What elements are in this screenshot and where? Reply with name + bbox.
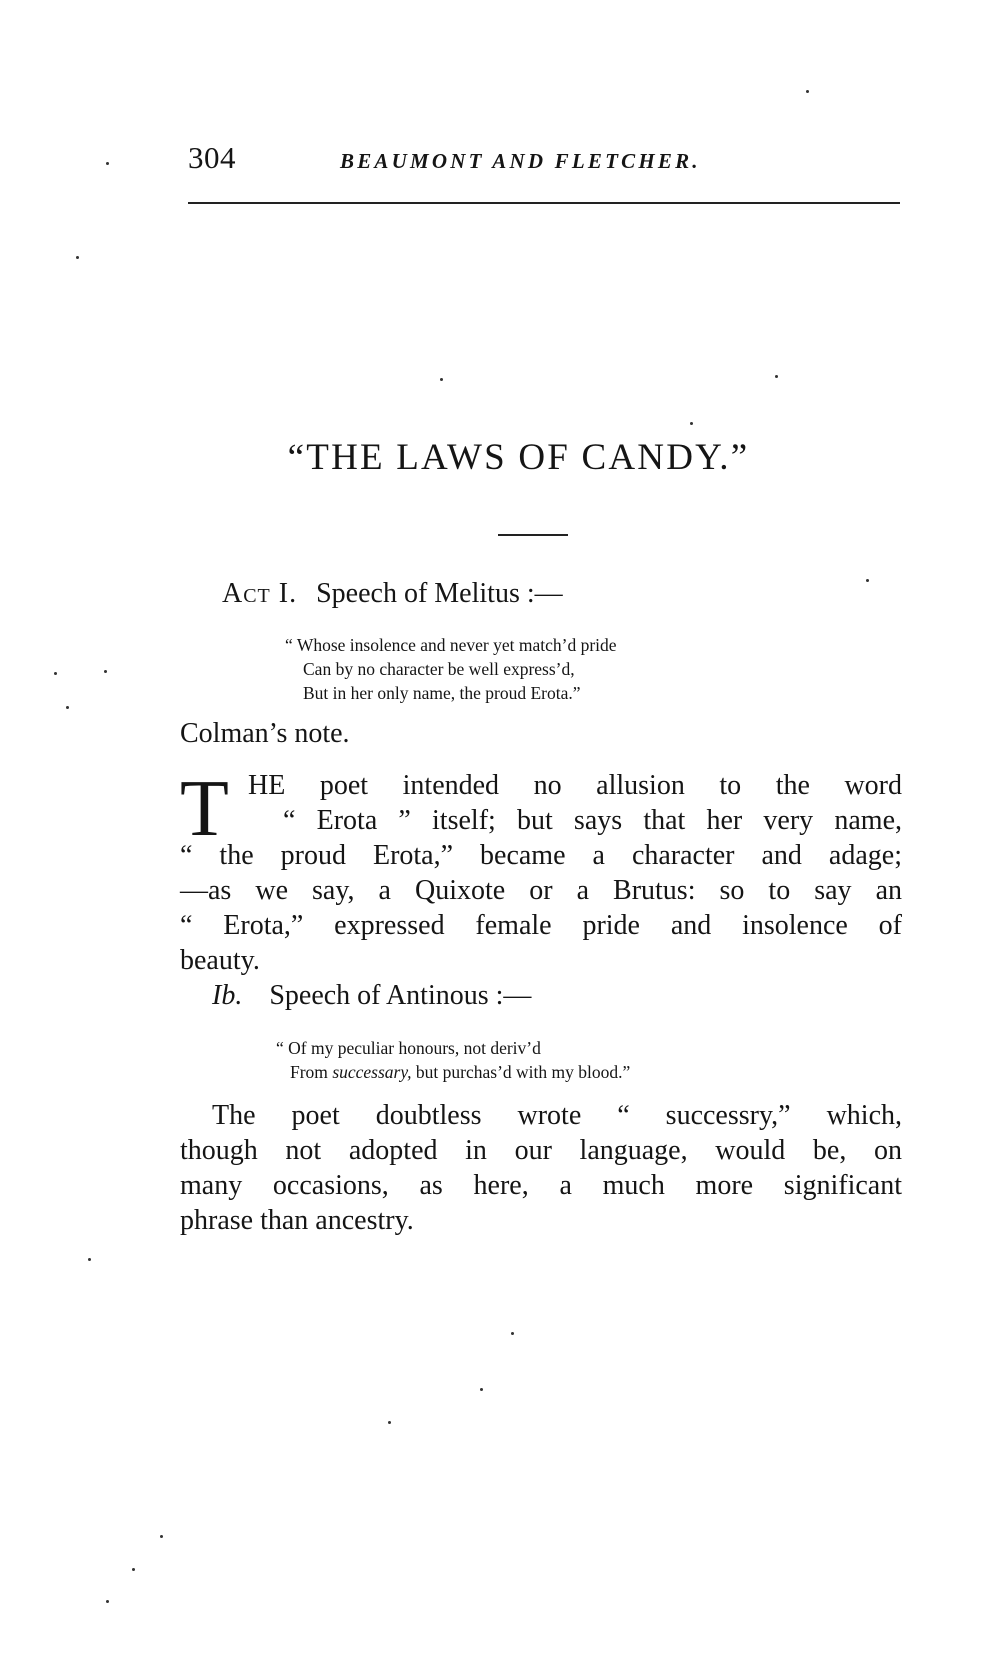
commentary-line: beauty. [180, 945, 260, 976]
act-heading-text: Speech of Melitus :— [316, 578, 563, 609]
act-heading [222, 576, 563, 611]
scan-speck [866, 579, 869, 582]
scan-speck [775, 375, 778, 378]
scan-speck [388, 1421, 391, 1424]
commentary-line: many occasions, as here, a much more significant [180, 1170, 902, 1201]
quote-line: But in her only name, the proud Erota.” [303, 683, 581, 703]
quote-italic-word: successary, [332, 1062, 412, 1082]
quote-line: Can by no character be well express’d, [303, 659, 575, 679]
scan-speck [106, 1600, 109, 1603]
scan-speck [440, 378, 443, 381]
scan-speck [54, 672, 57, 675]
page-number: 304 [188, 140, 236, 175]
note-label: Colman’s note. [180, 718, 350, 749]
quote-text-segment: but purchas’d with my blood.” [411, 1062, 631, 1082]
quote-line [290, 1060, 630, 1084]
quote-line: “ Of my peculiar honours, not deriv’d [276, 1038, 541, 1058]
running-header [188, 140, 908, 184]
scan-speck [806, 90, 809, 93]
commentary-line: phrase than ancestry. [180, 1205, 414, 1236]
play-title: “THE LAWS OF CANDY.” [287, 437, 750, 478]
title-rule [498, 534, 568, 536]
commentary-line: —as we say, a Quixote or a Brutus: so to say an [180, 875, 902, 906]
scan-speck [106, 162, 109, 165]
running-title: BEAUMONT AND FLETCHER. [340, 149, 701, 173]
commentary-line: The poet doubtless wrote “ successry,” which, [212, 1100, 902, 1131]
commentary-line: HE poet intended no allusion to the word [248, 770, 902, 801]
ib-heading-text: Speech of Antinous :— [269, 980, 532, 1011]
scan-speck [160, 1535, 163, 1538]
scan-speck [104, 670, 107, 673]
commentary-line: “ Erota,” expressed female pride and insolence of [180, 910, 902, 941]
ib-heading [212, 978, 531, 1013]
scan-speck [88, 1258, 91, 1261]
scan-speck [511, 1332, 514, 1335]
ib-label: Ib. [212, 980, 243, 1011]
scan-speck [480, 1388, 483, 1391]
drop-cap-letter: T [180, 765, 229, 853]
header-rule [188, 202, 900, 204]
quote-text-segment: From [290, 1062, 333, 1082]
quote-line: “ Whose insolence and never yet match’d pride [285, 635, 617, 655]
commentary-line: “ the proud Erota,” became a character and adage; [180, 840, 902, 871]
scan-speck [132, 1568, 135, 1571]
scan-speck [690, 422, 693, 425]
act-label: Act I. [222, 578, 298, 609]
scan-speck [76, 256, 79, 259]
scan-speck [66, 706, 69, 709]
commentary-line: though not adopted in our language, would be, on [180, 1135, 902, 1166]
commentary-line: “ Erota ” itself; but says that her very name, [283, 805, 902, 836]
